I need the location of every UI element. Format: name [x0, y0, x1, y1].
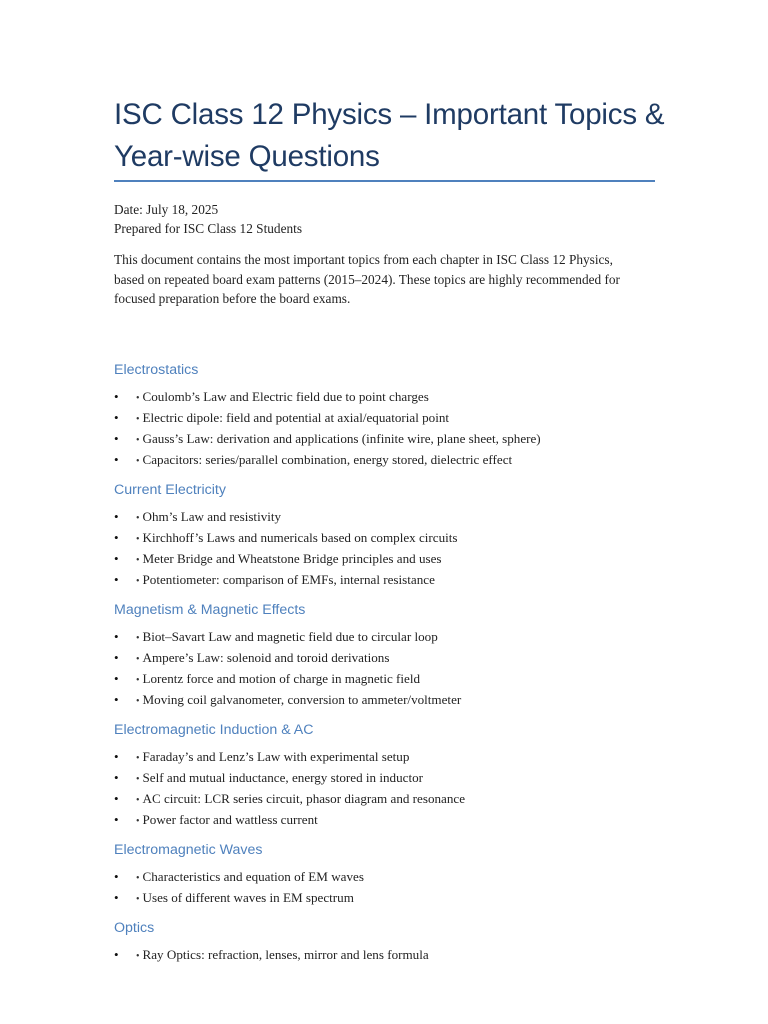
topic-text: Potentiometer: comparison of EMFs, internal resistance [142, 572, 435, 587]
topic-list-item [114, 549, 674, 570]
document-meta [114, 200, 654, 238]
topic-list [114, 507, 674, 591]
inline-dot-icon: • [136, 753, 140, 764]
topic-text: Ray Optics: refraction, lenses, mirror and lens formula [142, 947, 429, 962]
section-heading: Current Electricity [114, 482, 226, 498]
inline-dot-icon: • [136, 795, 140, 806]
topic-section [114, 718, 674, 831]
topic-text: Characteristics and equation of EM waves [142, 869, 364, 884]
topic-text: Ohm’s Law and resistivity [142, 509, 282, 524]
intro-line-2: based on repeated board exam patterns (2015–2024). These topics are highly recommended for focused preparation before the board exams. [114, 271, 620, 306]
inline-dot-icon: • [136, 435, 140, 446]
topic-list [114, 627, 674, 711]
section-heading: Electromagnetic Waves [114, 842, 263, 858]
topic-text: Ampere’s Law: solenoid and toroid derivations [142, 650, 390, 665]
topic-list-item [114, 810, 674, 831]
section-heading: Optics [114, 920, 155, 936]
topic-list-item [114, 507, 674, 528]
bullet-icon: • [114, 431, 119, 446]
topic-list-item [114, 627, 674, 648]
topic-section [114, 838, 674, 909]
date-line: Date: July 18, 2025 [114, 202, 219, 217]
topic-text: Capacitors: series/parallel combination, energy stored, dielectric effect [142, 452, 513, 467]
topic-list-item [114, 387, 674, 408]
inline-dot-icon: • [136, 555, 140, 566]
topic-text: Power factor and wattless current [142, 812, 318, 827]
bullet-icon: • [114, 890, 119, 905]
bullet-icon: • [114, 671, 119, 686]
section-heading: Electromagnetic Induction & AC [114, 722, 314, 738]
prepared-line: Prepared for ISC Class 12 Students [114, 221, 302, 236]
topic-text: Lorentz force and motion of charge in magnetic field [142, 671, 421, 686]
bullet-icon: • [114, 530, 119, 545]
topic-text: Coulomb’s Law and Electric field due to point charges [142, 389, 429, 404]
topic-list-item [114, 429, 674, 450]
document-title: ISC Class 12 Physics – Important Topics & Year-wise Questions [114, 98, 665, 173]
intro-line-1: This document contains the most important topics from each chapter in ISC Class 12 Physics, [114, 252, 613, 267]
topic-list-item [114, 450, 674, 471]
bullet-icon: • [114, 947, 119, 962]
topic-list-item [114, 768, 674, 789]
bullet-icon: • [114, 650, 119, 665]
topic-list-item [114, 648, 674, 669]
topic-list-item [114, 690, 674, 711]
topic-text: Meter Bridge and Wheatstone Bridge principles and uses [142, 551, 442, 566]
bullet-icon: • [114, 770, 119, 785]
inline-dot-icon: • [136, 576, 140, 587]
inline-dot-icon: • [136, 513, 140, 524]
bullet-icon: • [114, 572, 119, 587]
topic-list-item [114, 888, 674, 909]
topic-text: Uses of different waves in EM spectrum [142, 890, 354, 905]
topic-list [114, 867, 674, 909]
bullet-icon: • [114, 389, 119, 404]
topic-list [114, 747, 674, 831]
topic-list-item [114, 669, 674, 690]
topic-text: Electric dipole: field and potential at axial/equatorial point [142, 410, 450, 425]
topic-list-item [114, 747, 674, 768]
inline-dot-icon: • [136, 456, 140, 467]
section-heading: Magnetism & Magnetic Effects [114, 602, 306, 618]
bullet-icon: • [114, 692, 119, 707]
inline-dot-icon: • [136, 414, 140, 425]
inline-dot-icon: • [136, 633, 140, 644]
topic-list-item [114, 408, 674, 429]
inline-dot-icon: • [136, 654, 140, 665]
topic-list-item [114, 945, 674, 966]
section-heading: Electrostatics [114, 362, 199, 378]
bullet-icon: • [114, 791, 119, 806]
topic-list-item [114, 867, 674, 888]
topic-list-item [114, 789, 674, 810]
topic-text: Gauss’s Law: derivation and applications (infinite wire, plane sheet, sphere) [142, 431, 541, 446]
topic-section [114, 358, 674, 471]
bullet-icon: • [114, 452, 119, 467]
topic-text: Faraday’s and Lenz’s Law with experimental setup [142, 749, 410, 764]
topic-list-item [114, 528, 674, 549]
topic-list [114, 945, 674, 966]
topic-list [114, 387, 674, 471]
topic-list-item [114, 570, 674, 591]
topic-text: Self and mutual inductance, energy stored in inductor [142, 770, 423, 785]
topic-text: AC circuit: LCR series circuit, phasor diagram and resonance [142, 791, 466, 806]
inline-dot-icon: • [136, 774, 140, 785]
inline-dot-icon: • [136, 873, 140, 884]
inline-dot-icon: • [136, 534, 140, 545]
inline-dot-icon: • [136, 696, 140, 707]
topic-text: Moving coil galvanometer, conversion to ammeter/voltmeter [142, 692, 462, 707]
topic-text: Biot–Savart Law and magnetic field due to circular loop [142, 629, 438, 644]
bullet-icon: • [114, 509, 119, 524]
inline-dot-icon: • [136, 393, 140, 404]
topic-section [114, 598, 674, 711]
inline-dot-icon: • [136, 675, 140, 686]
inline-dot-icon: • [136, 816, 140, 827]
bullet-icon: • [114, 812, 119, 827]
bullet-icon: • [114, 749, 119, 764]
topic-section [114, 478, 674, 591]
title-divider [114, 180, 655, 182]
inline-dot-icon: • [136, 894, 140, 905]
topic-sections [114, 358, 674, 973]
inline-dot-icon: • [136, 951, 140, 962]
topic-section [114, 916, 674, 966]
bullet-icon: • [114, 869, 119, 884]
bullet-icon: • [114, 629, 119, 644]
topic-text: Kirchhoff’s Laws and numericals based on complex circuits [142, 530, 458, 545]
bullet-icon: • [114, 551, 119, 566]
intro-paragraph [114, 250, 654, 309]
bullet-icon: • [114, 410, 119, 425]
